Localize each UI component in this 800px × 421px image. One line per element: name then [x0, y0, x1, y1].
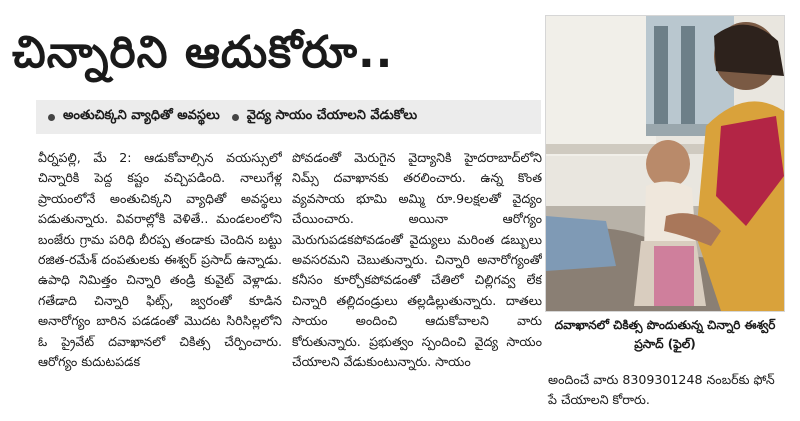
article-column-3 [548, 370, 785, 411]
article-text-col1: వీర్నపల్లి, మే 2: ఆడుకోవాల్సిన వయస్సులో చిన్నారికి పెద్ద కష్టం వచ్చిపడింది. నాలుగేళ్ల ప్రాయంలోనే అంతుచిక్కని వ్యాధితో అవస్థలు పడుతున్నారు. వివరాల్లోకి వెళితే.. మండలంలోని బంజేరు గ్రామ పరిధి బీరప్ప తండాకు చెందిన బట్టు రజిత-రమేశ్ దంపతులకు ఈశ్వర్ ప్రసాద్ ఉన్నాడు. ఉపాధి నిమిత్తం చిన్నారి తండ్రి కువైట్ వెళ్లాడు. గతేడాది చిన్నారి ఫిట్స్, జ్వరంతో కూడిన అనారోగ్యం బారిన పడడంతో మొదట సిరిసిల్లలోని ఓ ప్రైవేట్ దవాఖానలో చికిత్స చేర్పించారు. ఆరోగ్యం కుదుటపడక [38, 150, 282, 370]
article-text-col2: పోవడంతో మెరుగైన వైద్యానికి హైదరాబాద్‌లోని నిమ్స్ దవాఖానకు తరలించారు. ఉన్న కొంత వ్యవసాయ భూమి అమ్మి రూ.9లక్షలతో వైద్యం చేయించారు. అయినా ఆరోగ్యం మెరుగుపడకపోవడంతో వైద్యులు మరింత డబ్బులు అవసరమని చెబుతున్నారు. చిన్నారి అనారోగ్యంతో కనీసం కూర్చోకపోవడంతో చేతిలో చిల్లిగవ్వ లేక చిన్నారి తల్లిదండ్రులు తల్లడిల్లుతున్నారు. దాతలు సాయం అందించి ఆదుకోవాలని వారు కోరుతున్నారు. ప్రభుత్వం స్పందించి వైద్య సాయం చేయాలని వేడుకుంటున్నారు. సాయం [292, 150, 542, 370]
article-column-2 [292, 148, 542, 416]
photo-caption: దవాఖానలో చికిత్స పొందుతున్న చిన్నారి ఈశ్వర్ ప్రసాద్ (ఫైల్) [554, 318, 776, 351]
bullet-icon [232, 114, 239, 121]
bullet-icon [48, 114, 55, 121]
subheadline-1: అంతుచిక్కని వ్యాధితో అవస్థలు [63, 108, 220, 123]
photo-illustration [546, 16, 784, 311]
subheadline-2: వైద్య సాయం చేయాలని వేడుకోలు [246, 108, 418, 123]
subheadline-bar [36, 100, 541, 134]
headline: చిన్నారిని ఆదుకోరూ.. [12, 27, 394, 78]
article-column-1 [38, 148, 282, 416]
article-text-col3: అందించే వారు 8309301248 నంబర్‌కు ఫోన్ పే చేయాలని కోరారు. [548, 372, 775, 408]
news-photo [545, 15, 785, 312]
